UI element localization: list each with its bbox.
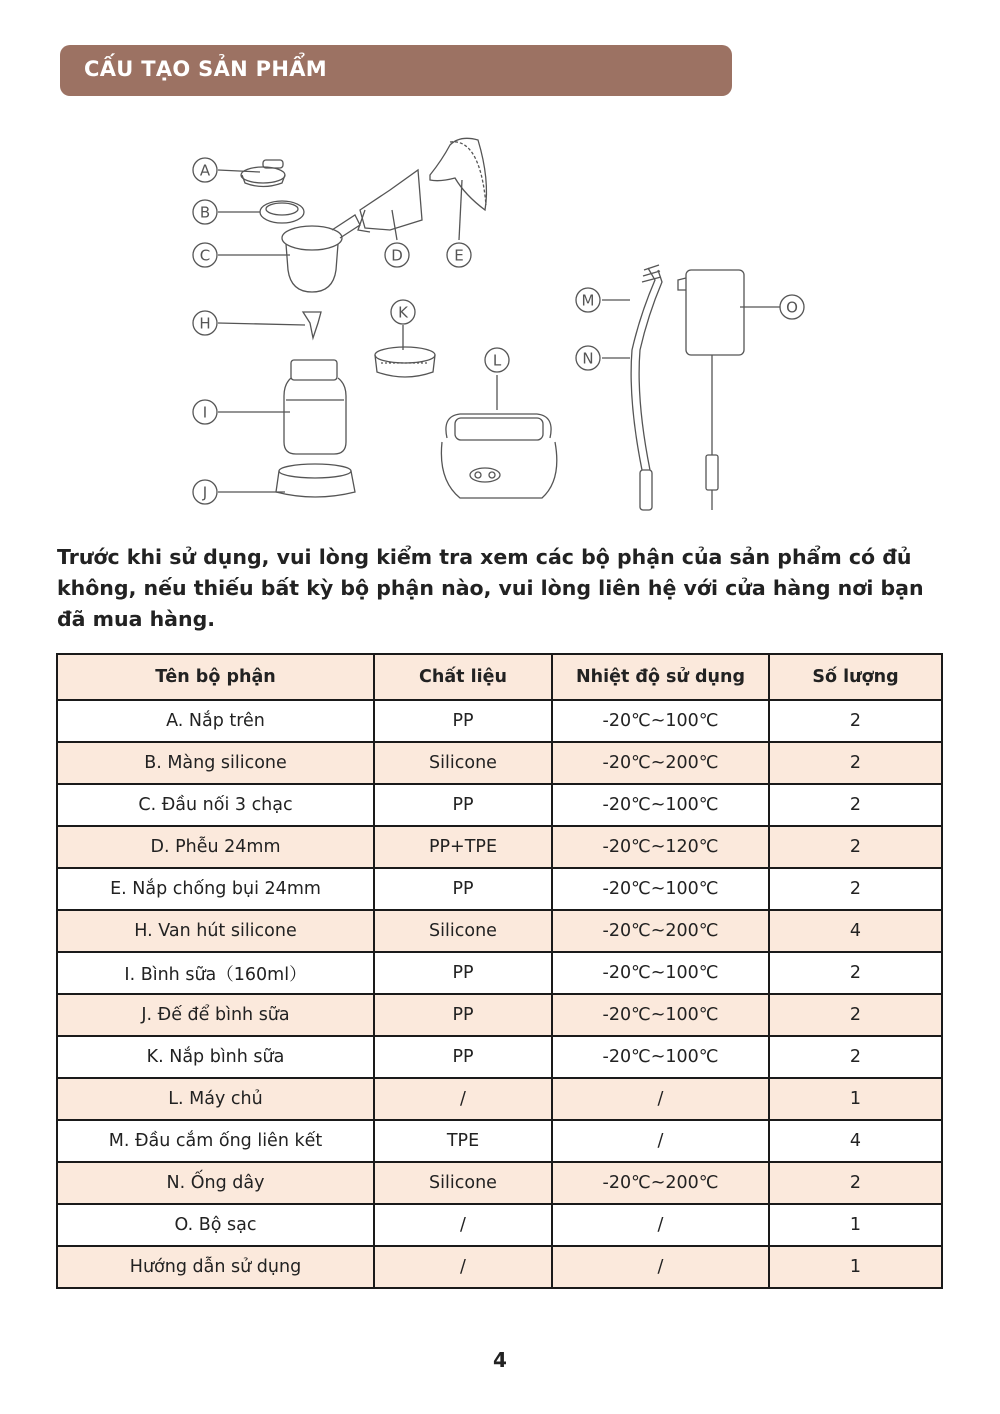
table-row xyxy=(57,910,942,952)
product-parts-diagram xyxy=(160,120,860,530)
cell-temperature: -20℃~100℃ xyxy=(552,700,769,742)
table-row xyxy=(57,700,942,742)
cell-quantity: 2 xyxy=(769,994,942,1036)
table-row xyxy=(57,1078,942,1120)
cell-temperature: / xyxy=(552,1204,769,1246)
label-n: N xyxy=(582,349,594,368)
cell-quantity: 1 xyxy=(769,1246,942,1288)
cell-temperature: -20℃~120℃ xyxy=(552,826,769,868)
cell-temperature: -20℃~100℃ xyxy=(552,784,769,826)
header-quantity: Số lượng xyxy=(769,654,942,700)
section-header xyxy=(60,45,732,96)
cell-temperature: / xyxy=(552,1078,769,1120)
cell-part-name: C. Đầu nối 3 chạc xyxy=(57,784,374,826)
cell-temperature: -20℃~100℃ xyxy=(552,952,769,994)
parts-table xyxy=(56,653,943,1289)
header-material: Chất liệu xyxy=(374,654,552,700)
page-number: 4 xyxy=(493,1348,507,1372)
cell-quantity: 4 xyxy=(769,910,942,952)
table-row xyxy=(57,1036,942,1078)
label-l: L xyxy=(492,351,502,370)
cell-material: PP xyxy=(374,952,552,994)
intro-paragraph: Trước khi sử dụng, vui lòng kiểm tra xem các bộ phận của sản phẩm có đủ không, nếu thiếu bất kỳ bộ phận nào, vui lòng liên hệ với cửa hàng nơi bạn đã mua hàng. xyxy=(57,545,924,631)
cell-quantity: 1 xyxy=(769,1078,942,1120)
label-j: J xyxy=(202,483,208,502)
table-row xyxy=(57,1204,942,1246)
cell-material: PP xyxy=(374,1036,552,1078)
table-row xyxy=(57,994,942,1036)
cell-part-name: K. Nắp bình sữa xyxy=(57,1036,374,1078)
label-k: K xyxy=(398,303,408,322)
cell-material: PP xyxy=(374,700,552,742)
table-row xyxy=(57,868,942,910)
table-row xyxy=(57,742,942,784)
label-b: B xyxy=(199,203,211,222)
cell-part-name: B. Màng silicone xyxy=(57,742,374,784)
cell-part-name: M. Đầu cắm ống liên kết xyxy=(57,1120,374,1162)
cell-part-name: Hướng dẫn sử dụng xyxy=(57,1246,374,1288)
cell-temperature: -20℃~200℃ xyxy=(552,742,769,784)
cell-material: PP xyxy=(374,868,552,910)
cell-material: Silicone xyxy=(374,1162,552,1204)
cell-part-name: O. Bộ sạc xyxy=(57,1204,374,1246)
cell-part-name: A. Nắp trên xyxy=(57,700,374,742)
cell-quantity: 2 xyxy=(769,952,942,994)
table-row xyxy=(57,1246,942,1288)
cell-temperature: -20℃~100℃ xyxy=(552,994,769,1036)
cell-material: / xyxy=(374,1204,552,1246)
table-row xyxy=(57,1162,942,1204)
table-row xyxy=(57,952,942,994)
label-o: O xyxy=(786,298,798,317)
label-a: A xyxy=(199,161,211,180)
cell-temperature: -20℃~200℃ xyxy=(552,910,769,952)
cell-part-name: I. Bình sữa（160ml） xyxy=(57,952,374,994)
table-header-row xyxy=(57,654,942,700)
cell-part-name: J. Đế để bình sữa xyxy=(57,994,374,1036)
cell-quantity: 2 xyxy=(769,700,942,742)
label-e: E xyxy=(454,246,464,265)
cell-material: TPE xyxy=(374,1120,552,1162)
table-row xyxy=(57,784,942,826)
cell-material: / xyxy=(374,1246,552,1288)
cell-material: / xyxy=(374,1078,552,1120)
cell-material: PP xyxy=(374,784,552,826)
cell-material: Silicone xyxy=(374,742,552,784)
cell-temperature: / xyxy=(552,1120,769,1162)
label-m: M xyxy=(581,291,595,310)
header-temperature: Nhiệt độ sử dụng xyxy=(552,654,769,700)
cell-material: PP xyxy=(374,994,552,1036)
cell-quantity: 2 xyxy=(769,1162,942,1204)
cell-quantity: 2 xyxy=(769,784,942,826)
table-row xyxy=(57,1120,942,1162)
cell-quantity: 2 xyxy=(769,742,942,784)
cell-temperature: -20℃~100℃ xyxy=(552,868,769,910)
label-d: D xyxy=(391,246,403,265)
cell-temperature: -20℃~200℃ xyxy=(552,1162,769,1204)
cell-material: Silicone xyxy=(374,910,552,952)
cell-part-name: N. Ống dây xyxy=(57,1162,374,1204)
header-part-name: Tên bộ phận xyxy=(57,654,374,700)
section-title: CẤU TẠO SẢN PHẨM xyxy=(84,57,327,81)
cell-material: PP+TPE xyxy=(374,826,552,868)
cell-temperature: -20℃~100℃ xyxy=(552,1036,769,1078)
cell-part-name: E. Nắp chống bụi 24mm xyxy=(57,868,374,910)
label-h: H xyxy=(199,314,211,333)
cell-part-name: H. Van hút silicone xyxy=(57,910,374,952)
cell-temperature: / xyxy=(552,1246,769,1288)
cell-quantity: 2 xyxy=(769,868,942,910)
cell-quantity: 2 xyxy=(769,1036,942,1078)
cell-part-name: D. Phễu 24mm xyxy=(57,826,374,868)
cell-quantity: 4 xyxy=(769,1120,942,1162)
table-row xyxy=(57,826,942,868)
label-i: I xyxy=(202,403,208,422)
cell-quantity: 1 xyxy=(769,1204,942,1246)
label-c: C xyxy=(199,246,211,265)
cell-part-name: L. Máy chủ xyxy=(57,1078,374,1120)
cell-quantity: 2 xyxy=(769,826,942,868)
